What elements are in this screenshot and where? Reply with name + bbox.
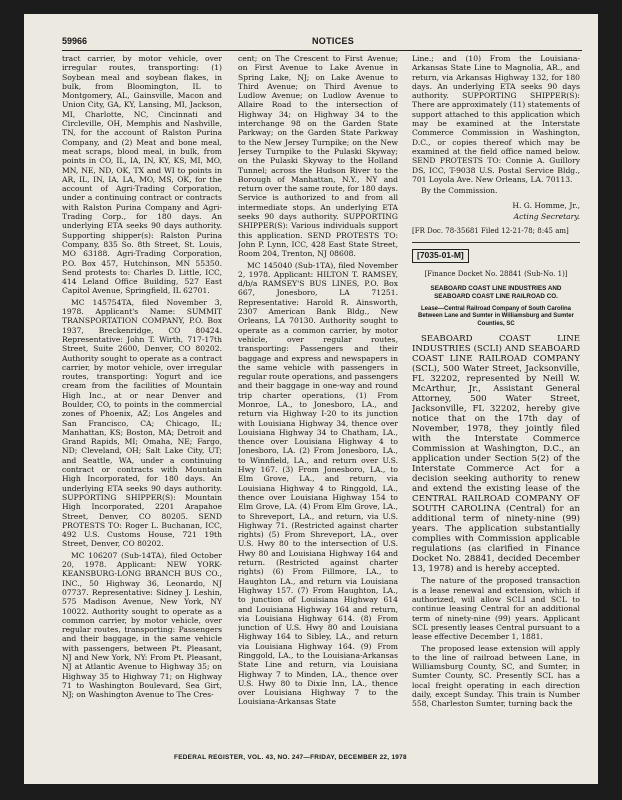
paragraph: tract carrier, by motor vehicle, over irregular routes, transporting: (1) Soybean meal and soybean flakes, in bulk, from Bloomington, IL to Montgomery, AL, Gainsville, Macon and Union City, GA, KY, Lansing, MI, Jackson, MI, Charlotte, NC, Cincinnati and Circleville, OH, Memphis and Nashville, TN, for the account of Ralston Purina Company, and (2) Meat and bone meal, meat scraps, blood meal, in bulk, from points in CO, IL, IA, IN, KY, KS, MI, MO, MN, NE, ND, OK, TX and WI to points in AR, IL, IN, IA, LA, MO, MS, OK, for the account of Agri-Trading Corporation, under a continuing contract or contracts with Ralston Purina Company and Agri-Trading Corp., for 180 days. An underlying ETA seeks 90 days authority. Supporting shipper(s): Ralston Purina Company, 835 So. 8th Street, St. Louis, MO 63188. Agri-Trading Corporation, P.O. Box 457, Hutchinson, MN 55350. Send protests to: Charles D. Little, ICC, 414 Leland Office Building, 527 East Capitol Avenue, Springfield, IL 62701. [62,54,222,296]
document-page [24,14,598,784]
paragraph: MC 106207 (Sub-14TA), filed October 20, 1978. Applicant: NEW YORK-KEANSBURG-LONG BRANCH BUS CO., INC., 50 Highway 36, Leonardo, NJ 07737. Representative: Sidney J. Leshin, 575 Madison Avenue, New York, NY 10022. Authority sought to operate as a common carrier, by motor vehicle, over regular routes, transporting: Passengers and their baggage, in the same vehicle with passengers, between Pt. Pleasant, NJ and New York, NY: From Pt. Pleasant, NJ at Atlantic Avenue to Highway 35; on Highway 35 to Highway 71; on Highway 71 to Washington Boulevard, Sea Girt, NJ; on Washington Avenue to The Cres- [62,550,222,700]
signature-name: H. G. Homme, Jr., [512,201,580,211]
page-footer: FEDERAL REGISTER, VOL. 43, NO. 247—FRIDAY, DECEMBER 22, 1978 [174,754,407,761]
notice-heading: SEABOARD COAST LINE INDUSTRIES AND SEABOARD COAST LINE RAILROAD CO. [430,284,562,300]
paragraph: The proposed lease extension will apply to the line of railroad between Lane, in Williamsburg County, SC, and Sumter, in Sumter County, SC. Presently SCL has a local freight operating in each direction daily, except Sunday. This train is Number 558, Charleston Sumter, turning back the [412,643,580,709]
notice-subheading: Lease—Central Railroad Company of South Carolina Between Lane and Sumter in Williamsburg and Sumter Counties, SC [418,305,574,327]
section-title: NOTICES [312,36,355,46]
paragraph: MC 145754TA, filed November 3, 1978. Applicant's Name: SUMMIT TRANSPORTATION COMPANY, P.O. Box 1937, Breckenridge, CO 80424. Representative: John T. Wirth, 717-17th Street, Suite 2600, Denver, CO 80202. Authority sought to operate as a contract carrier, by motor vehicle, over irregular routes, transporting: Yogurt and ice cream from the facilities of Mountain High Inc., at or near Denver and Boulder, CO, to points in the commercial zones of Phoenix, AZ; Los Angeles and San Francisco, CA; Chicago, IL; Manhattan, KS; Boston, MA; Detroit and Grand Rapids, MI; Omaha, NE; Fargo, ND; Cleveland, OH; Salt Lake City, UT; and Seattle, WA, under a continuing contract or contracts with Mountain High Incorporated, for 180 days. An underlying ETA seeks 90 days authority. SUPPORTING SHIPPER(S): Mountain High Incorporated, 2201 Arapahoe Street, Denver, CO 80205. SEND PROTESTS TO: Roger L. Buchanan, ICC, 492 U.S. Customs House, 721 19th Street, Denver, CO 80202. [62,297,222,549]
paragraph: SEABOARD COAST LINE INDUSTRIES (SCLI) AND SEABOARD COAST LINE RAILROAD COMPANY (SCL), 500 Water Street, Jacksonville, FL 32202, represented by Neill W. McArthur, Jr., Assistant General Attorney, 500 Water Street, Jacksonville, FL 32202, hereby give notice that on the 17th day of November, 1978, they jointly filed with the Interstate Commerce Commission at Washington, D.C., an application under Section 5(2) of the Interstate Commerce Act for a decision seeking authority to renew and extend the existing lease of the CENTRAL RAILROAD COMPANY OF SOUTH CAROLINA (Central) for an additional term of ninety-nine (99) years. The application substantially complies with Commission applicable regulations (as clarified in Finance Docket No. 28841, decided December 13, 1978) and is hereby accepted. [412,334,580,575]
docket-number: [Finance Docket No. 28841 (Sub-No. 1)] [424,269,568,278]
page-header [62,36,582,50]
signature-title: Acting Secretary. [513,211,580,221]
paragraph: cent; on The Crescent to First Avenue; on First Avenue to Lake Avenue in Spring Lake, NJ; on Lake Avenue to Third Avenue; on Third Avenue to Ludlow Avenue; on Ludlow Avenue to Allaire Road to the intersection of Highway 34; on Highway 34 to the interchange 98 on the Garden State Parkway; on the Garden State Parkway to the New Jersey Turnpike; on the New Jersey Turnpike to the Pulaski Skyway; on the Pulaski Skyway to the Holland Tunnel; across the Hudson River to the Borough of Manhattan, N.Y., NY and return over the same route, for 180 days. Service is authorized to and from all intermediate stops. An underlying ETA seeks 90 days authority. SUPPORTING SHIPPER(S): Various individuals support this application. SEND PROTESTS TO: John P. Lynn, ICC, 428 East State Street, Room 204, Trenton, NJ 08608. [238,54,398,259]
column-2 [238,54,398,744]
page-number: 59966 [62,36,88,46]
paragraph: MC 145040 (Sub-1TA), filed November 2, 1978. Applicant: HILTON T. RAMSEY, d/b/a RAMSEY'S BUS LINES, P.O. Box 667, Jonesboro, LA 71251. Representative: Harold R. Ainsworth, 2307 American Bank Bldg., New Orleans, LA 70130. Authority sought to operate as a common carrier, by motor vehicle, over regular routes, transporting: Passengers and their baggage and express and newspapers in the same vehicle with passengers in regular route operations, and passengers and their baggage in one-way and round trip charter operations, (1) From Monroe, LA., to Jonesboro, LA., and return via Highway I-20 to its junction with Louisiana Highway 34, thence over Louisiana Highway 34 to Chatham, LA., thence over Louisiana Highway 4 to Jonesboro, LA. (2) From Jonesboro, LA., to Winnfield, LA., and return over U.S. Hwy 167. (3) From Jonesboro, LA., to Elm Grove, LA., and return, via Louisiana Highway 4 to Ringgold, LA., thence over Louisiana Highway 154 to Elm Grove, LA. (4) From Elm Grove, LA., to Shreveport, LA., and return, via U.S. Highway 71. (Restricted against charter rights) (5) From Shreveport, LA., over U.S. Hwy 80 to the intersection of U.S. Hwy 80 and Louisiana Highway 164 and return. (Restricted against charter rights) (6) From Fillmore, LA., to Haughton LA., and return via Louisiana Highway 157. (7) From Haughton, LA., to junction of Louisiana Highway 614 and Louisiana Highway 164 and return, via Louisiana Highway 614. (8) From junction of U.S. Hwy 80 and Louisiana Highway 164 to Sibley, LA., and return via Louisiana Highway 164. (9) From Ringgold, LA., to the Louisiana-Arkansas State Line and return, via Louisiana Highway 7 to Minden, LA., thence over U.S. Hwy 80 to Dixie Inn, LA., thence over Louisiana Highway 7 to the Louisiana-Arkansas State [238,260,398,707]
fr-doc-line: [FR Doc. 78-35681 Filed 12-21-78; 8:45 am] [412,227,569,236]
commission-line: By the Commission. [421,186,498,196]
agency-code: [7035-01-M] [412,249,469,262]
header-rule [62,50,582,51]
section-divider [412,242,580,243]
paragraph: Line.; and (10) From the Louisiana-Arkansas State Line to Magnolia, AR., and return, via Arkansas Highway 132, for 180 days. An underlying ETA seeks 90 days authority. SUPPORTING SHIPPER(S): There are approximately (11) statements of support attached to this application which may be examined at the Interstate Commerce Commission in Washington, D.C., or copies thereof which may be examined at the field office named below. SEND PROTESTS TO: Connie A. Guillory DS, ICC, T-9038 U.S. Postal Service Bldg., 701 Loyola Ave. New Orleans, LA. 70113. [412,54,580,184]
column-1 [62,54,222,744]
paragraph: The nature of the proposed transaction is a lease renewal and extension, which if authorized, will allow SCLI and SCL to continue leasing Central for an additional term of ninety-nine (99) years. Applicant SCL presently leases Central pursuant to a lease effective December 1, 1881. [412,576,580,642]
column-3 [412,54,580,744]
